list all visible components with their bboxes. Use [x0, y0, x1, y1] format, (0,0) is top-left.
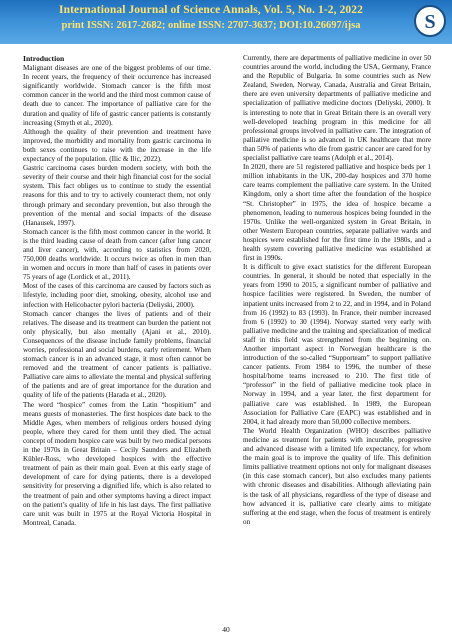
right-column: [243, 54, 431, 527]
journal-title-line: International Journal of Science Annals, Vol. 5, No. 1-2, 2022: [59, 4, 363, 16]
paragraph: Malignant diseases are one of the biggest problems of our time. In recent years, the frequency of their occurrence has increased significantly worldwide. Stomach cancer is the fifth most common cancer in the world and the third most common cause of death due to cancer. The importance of palliative care for the duration and quality of life of gastric cancer patients is constantly increasing (Smyth et al., 2020).: [23, 64, 211, 127]
paragraph: Stomach cancer changes the lives of patients and of their relatives. The disease and its treatment can burden the patient not only physically, but also mentally (Ajani et al., 2010). Consequences of the disease include family problems, financial worries, professional and social burdens, early retirement. When stomach cancer is in an advanced stage, it most often cannot be removed and the treatment of cancer patients is palliative. Palliative care aims to alleviate the mental and physical suffering of the patients and are of great importance for the duration and quality of life of the patients (Harada et al., 2020).: [23, 309, 211, 400]
journal-logo-letter: S: [424, 11, 436, 33]
issn-doi-line: print ISSN: 2617-2682; online ISSN: 2707-3637; DOI:10.26697/ijsa: [61, 20, 361, 31]
paragraph: Although the quality of their prevention and treatment have improved, the morbidity and mortality from gastric carcinoma in both sexes continues to raise with the increase in the life expectancy of the population. (Ilic & Ilic, 2022).: [23, 127, 211, 164]
paragraph: Gastric carcinoma cases burden modern society, with both the severity of their course and their high financial cost for the social system. This fact obliges us to continue to study the essential reasons for this and to try to actively counteract them, not only through primary and secondary prevention, but also through the prevention of the mental and social impacts of the disease (Hanausek, 1997).: [23, 164, 211, 227]
paragraph: The World Health Organization (WHO) describes palliative medicine as treatment for patients with incurable, progressive and advanced disease with a limited life expectancy, for whom the main goal is to improve the quality of life. This definition limits palliative treatment options not only for malignant diseases (in this case stomach cancer), but also excludes many patients with chronic diseases and disabilities. Although alleviating pain is the task of all physicians, regardless of the type of disease and how advanced it is, palliative care clearly aims to mitigate suffering at the end stage, when the focus of treatment is entirely on: [243, 426, 431, 526]
paragraph: Currently, there are departments of palliative medicine in over 50 countries around the world, including the USA, Germany, France and the Republic of Bulgaria. In some countries such as New Zealand, Sweden, Norway, Canada, Australia and Great Britain, there are even university departments of palliative medicine and specialization of palliative medicine doctors (Deliyski, 2000). It is interesting to note that in Great Britain there is an overall very well-developed teaching program in this medicine for all professional groups involved in palliative care. The integration of palliative medicine is so advanced in UK healthcare that more than 50% of patients who die from gastric cancer are cared for by specialist palliative care teams (Adolph et al., 2014).: [243, 54, 431, 163]
paragraph: In 2020, there are 51 registered palliative and hospice beds per 1 million inhabitants in the UK, 200-day hospices and 370 home care teams complement the palliative care system. In the United Kingdom, only a short time after the foundation of the hospice “St. Christopher” in 1975, the idea of hospice became a phenomenon, leading to numerous hospices being founded in the 1970s. Unlike the well-organized system in Great Britain, in other Western European countries, separate palliative wards and hospices were established for the first time in the 1980s, and a health system covering palliative medicine was established at first in 1990s.: [243, 163, 431, 263]
journal-header-banner: [0, 0, 452, 44]
paragraph: The word “hospice” comes from the Latin “hospitium” and means guests of monasteries. The first hospices date back to the Middle Ages, when members of religious orders housed dying people, where they cared for them until they died. The actual concept of modern hospice care was built by two medical persons in the 1970s in Great Britain – Cecily Saunders and Elizabeth Kübler-Ross, who developed hospices with the effective treatment of pain as their main goal. Even at this early stage of development of care for dying patients, there is a developed sensitivity for preserving a dignified life, which is also related to the treatment of pain and other symptoms having a direct impact on the patient’s quality of life in his last days. The first palliative care unit was built in 1975 at the Royal Victoria Hospital in Montreal, Canada.: [23, 400, 211, 527]
left-column: [23, 54, 211, 528]
section-heading: Introduction: [23, 54, 65, 63]
paragraph: Stomach cancer is the fifth most common cancer in the world. It is the third leading cause of death from cancer (after lung cancer and liver cancer), with, according to statistics from 2020, 750,000 deaths worldwide. It occurs twice as often in men than in women and occurs in more than half of cases in patients over 75 years of age (Lordick et al., 2011).: [23, 227, 211, 282]
journal-logo: [414, 5, 446, 37]
paragraph: Most of the cases of this carcinoma are caused by factors such as lifestyle, including poor diet, smoking, obesity, alcohol use and infection with Helicobacter pylori bacteria (Deliyski, 2000).: [23, 282, 211, 309]
paragraph: It is difficult to give exact statistics for the different European countries. In general, it should be noted that especially in the years from 1990 to 2015, a significant number of palliative and hospice facilities were registered. In Sweden, the number of inpatient units increased from 2 to 22, and in 1994, and in Poland from 16 (1992) to 83 (1993). In France, their number increased from 6 (1992) to 30 (1994). Norway started very early with palliative medicine and the training and specialization of medical staff in this field was strengthened from the beginning on. Another important aspect in Norwegian healthcare is the introduction of the so-called “Supporteam” to support palliative cancer patients. From 1984 to 1996, the number of these hospital/home teams increased to 210. The first title of “professor” in the field of palliative medicine took place in Norway in 1994, and a year later, the first department for palliative care was established. In 1989, the European Association for Palliative Care (EAPC) was established and in 2004, it had already more than 50,000 collective members.: [243, 263, 431, 426]
page-number: 40: [222, 625, 230, 634]
